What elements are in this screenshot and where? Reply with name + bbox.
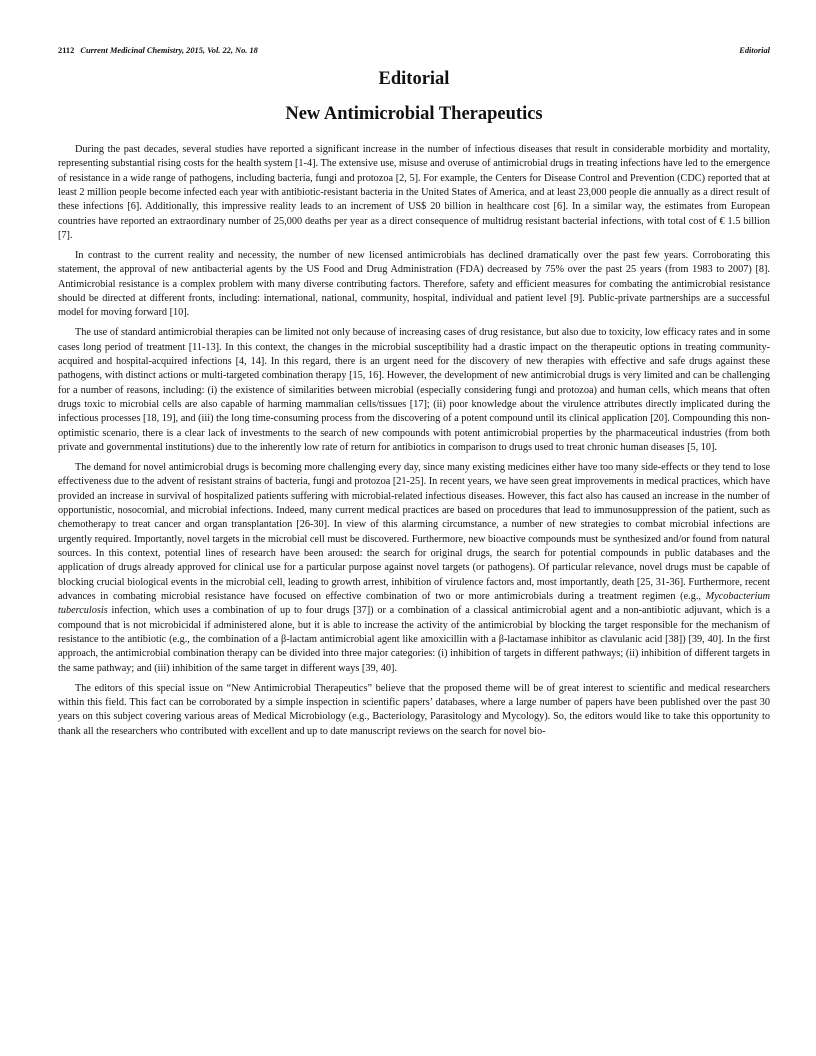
running-head-section: Editorial bbox=[739, 46, 770, 55]
paragraph: In contrast to the current reality and necessity, the number of new licensed antimicrobials has declined dramatically over the past few years. Corroborating this statement, the approval of new antibacterial agents by the US Food and Drug Administration (FDA) decreased by 75% over the past 25 years (from 1983 to 2007) [8]. Antimicrobial resistance is a complex problem with many diverse contributing factors. Therefore, safety and efficient measures for combating the antimicrobial resistance should be directed at different fronts, including: international, national, community, hospital, individual and patient level [9]. Public-private partnerships are a successful model for moving forward [10]. bbox=[58, 250, 770, 319]
paragraph bbox=[58, 461, 770, 676]
species-name: Mycobacterium tuberculosis bbox=[58, 591, 770, 617]
paragraph-text: infection, which uses a combination of up to four drugs [37]) or a combination of a classical antimicrobial agent and a non-antibiotic adjuvant, which is a compound that is not microbicidal if administered alone, but it is able to increase the activity of the antimicrobial by blocking the target responsible for the mechanism of resistance to the antibiotic (e.g., the combination of a β-lactam antimicrobial agent like amoxicillin with a β-lactamase inhibitor as clavulanic acid [38]) [39, 40]. In the first approach, the antimicrobial combination therapy can be divided into three major categories: (i) inhibition of targets in different pathways; (ii) inhibition of different targets in the same pathway; and (iii) inhibition of the same target in different ways [39, 40]. bbox=[58, 605, 770, 674]
section-heading: Editorial bbox=[378, 69, 450, 89]
paragraph: The editors of this special issue on “New Antimicrobial Therapeutics” believe that the proposed theme will be of great interest to scientific and medical researchers within this field. This fact can be corroborated by a simple inspection in scientific papers’ databases, where a large number of papers have been published over the past 30 years on this subject covering various areas of Medical Microbiology (e.g., Bacteriology, Parasitology and Mycology). So, the editors would like to take this opportunity to thank all the researchers who contributed with excellent and up to date manuscript reviews on the search for novel bio- bbox=[58, 682, 770, 737]
article-title: New Antimicrobial Therapeutics bbox=[285, 104, 543, 124]
paragraph: During the past decades, several studies have reported a significant increase in the number of infectious diseases that result in considerable morbidity and mortality, representing substantial rising costs for the health system [1-4]. The extensive use, misuse and overuse of antimicrobial drugs in treating infections have led to the emergence of resistance in a wide range of pathogens, including bacteria, fungi and protozoa [2, 5]. For example, the Centers for Disease Control and Prevention (CDC) reported that at least 2 million people become infected each year with antibiotic-resistant bacteria in the United States of America, and at least 23,000 people die annually as a direct result of these infections [6]. Additionally, this impressive reality leads to an increment of US$ 20 billion in healthcare cost [6]. In a similar way, the estimates from European countries have reported an extraordinary number of 25,000 deaths per year as a direct consequence of multidrug resistant bacterial infections, with total cost of € 1.5 billion [7]. bbox=[58, 144, 770, 242]
running-head bbox=[58, 46, 770, 58]
page-number: 2112 bbox=[58, 46, 75, 55]
journal-citation: Current Medicinal Chemistry, 2015, Vol. 22, No. 18 bbox=[80, 46, 258, 55]
paragraph-text: The demand for novel antimicrobial drugs is becoming more challenging every day, since many existing medicines either have too many side-effects or they tend to lose effectiveness due to the advent of resistant strains of bacteria, fungi and protozoa [21-25]. In recent years, we have seen great improvements in medical practices, which have provided an increase in survival of hospitalized patients suffering with microbial-related infectious diseases. However, this fact also has caused an increase in the number of opportunistic, nosocomial, and microbial infections. Indeed, many current medical practices are based on procedures that lead to immunosuppression of the patient, such as chemotherapy to treat cancer and organ transplantation [26-30]. In view of this alarming circumstance, a number of new strategies to combat microbial infections are urgently required. Importantly, novel targets in the microbial cell must be discovered. Furthermore, new bioactive compounds must be synthesized and/or found from natural sources. In this context, potential lines of research have been aroused: the search for original drugs, the search for potential compounds in public databases and the application of drugs already approved for clinical use for a particular purpose against novel targets (or pathogens). Of particular relevance, novel drugs must be capable of blocking crucial biological events in the microbial cell, leading to growth arrest, inhibition of virulence factors and, most importantly, death [25, 31-36]. Furthermore, recent advances in combating microbial resistance have focused on effective combination of two or more antimicrobials during a treatment regimen (e.g., bbox=[58, 462, 770, 603]
running-head-left bbox=[58, 46, 258, 55]
page bbox=[58, 46, 770, 739]
article-body bbox=[58, 143, 770, 739]
paragraph: The use of standard antimicrobial therapies can be limited not only because of increasing cases of drug resistance, but also due to toxicity, low efficacy rates and in some cases long period of treatment [11-13]. In this context, the changes in the microbial susceptibility had a drastic impact on the therapeutic options in treating community-acquired and hospital-acquired infections [4, 14]. In this regard, there is an urgent need for the discovery of new therapies with effective and safe drugs against these pathogens, with distinct actions or multi-targeted combination therapy [15, 16]. However, the development of new antimicrobial drugs is very limited and can be challenging for a number of reasons, including: (i) the existence of similarities between microbial (especially considering fungi and protozoa) and human cells, which means that often drugs toxic to microbial cells are also capable of harming mammalian cells/tissues [17]; (ii) poor knowledge about the virulence attributes directly implicated during the infectious processes [18, 19], and (iii) the long time-consuming process from the discovering of a potent compound until its clinical application [20]. Compounding this non-optimistic scenario, there is a clear lack of investments to the search of new compounds with potent antimicrobial properties by the pharmaceutical industries (from both private and governmental institutions) due to the inherently low rate of return for antibiotics in comparison to drugs used to treat chronic human diseases [5, 10]. bbox=[58, 327, 770, 454]
